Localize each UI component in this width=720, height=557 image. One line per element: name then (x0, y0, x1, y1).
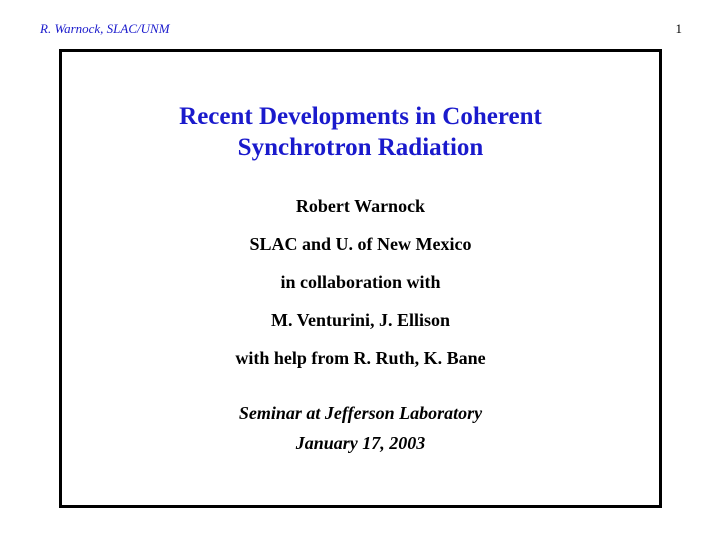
slide-title (62, 101, 659, 163)
title-line-2: Synchrotron Radiation (237, 134, 484, 161)
event-info (62, 398, 659, 458)
author-name: Robert Warnock (295, 196, 426, 216)
page-number: 1 (675, 21, 682, 36)
collaboration-intro: in collaboration with (280, 272, 441, 292)
event-name: Seminar at Jefferson Laboratory (238, 403, 483, 423)
acknowledgement: with help from R. Ruth, K. Bane (235, 348, 486, 368)
title-line-1: Recent Developments in Coherent (179, 103, 542, 130)
running-head: R. Warnock, SLAC/UNM (40, 21, 170, 36)
event-date: January 17, 2003 (295, 433, 426, 453)
author-affiliation: SLAC and U. of New Mexico (249, 234, 472, 254)
slide-frame (59, 49, 662, 508)
collaborators: M. Venturini, J. Ellison (270, 310, 451, 330)
